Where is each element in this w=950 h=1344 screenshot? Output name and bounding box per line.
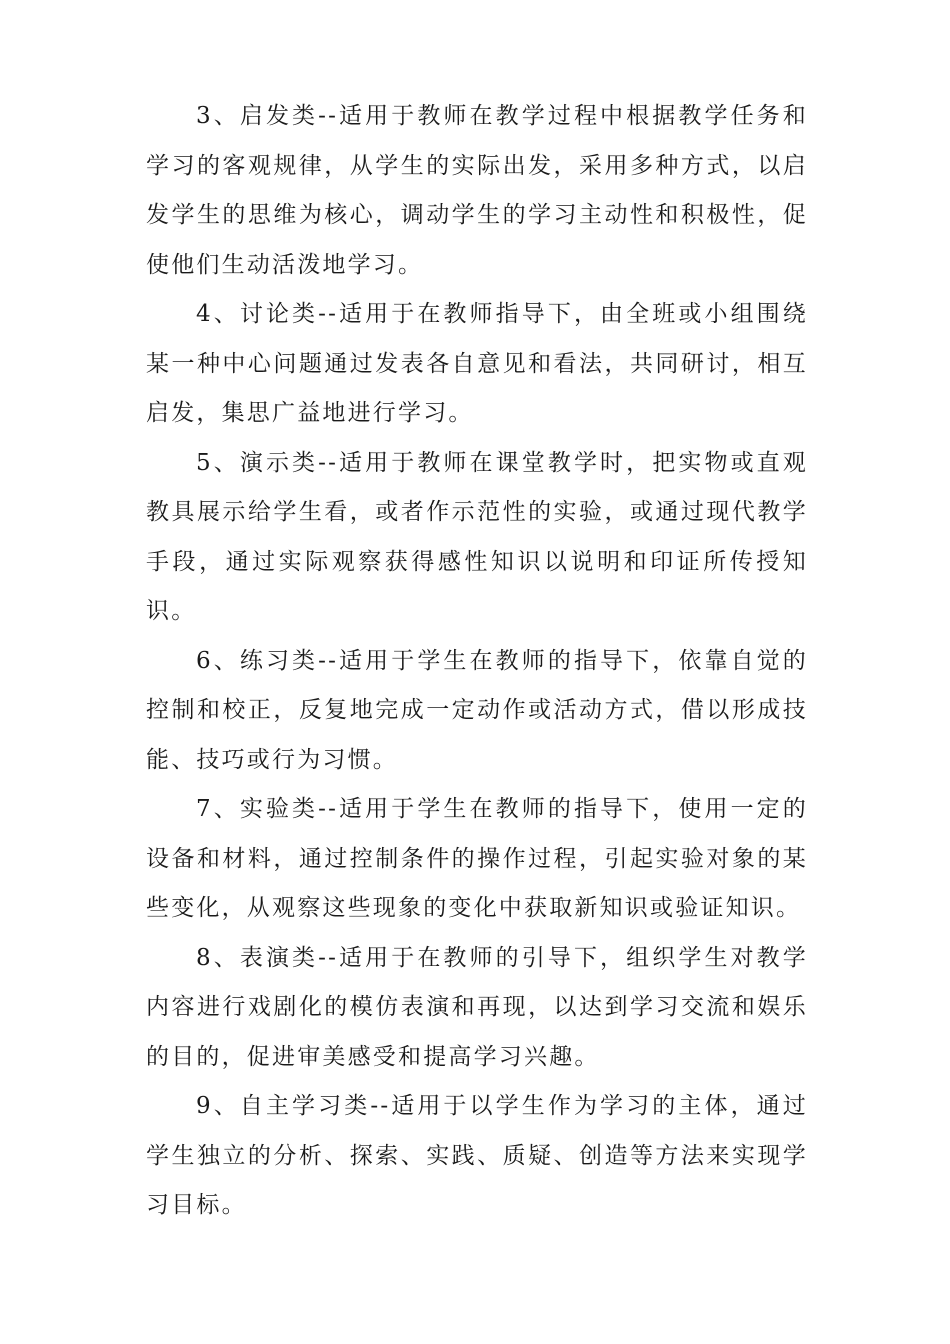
paragraph-7-experiment: 7、实验类--适用于学生在教师的指导下，使用一定的设备和材料，通过控制条件的操作过程，引起实验对象的某些变化，从观察这些现象的变化中获取新知识或验证知识。 — [146, 796, 808, 921]
paragraph-6-practice: 6、练习类--适用于学生在教师的指导下，依靠自觉的控制和校正，反复地完成一定动作或活动方式，借以形成技能、技巧或行为习惯。 — [146, 647, 808, 773]
document-body — [146, 92, 808, 1231]
paragraph-8-performance: 8、表演类--适用于在教师的引导下，组织学生对教学内容进行戏剧化的模仿表演和再现，以达到学习交流和娱乐的目的，促进审美感受和提高学习兴趣。 — [146, 944, 808, 1070]
paragraph-5-demonstration: 5、演示类--适用于教师在课堂教学时，把实物或直观教具展示给学生看，或者作示范性的实验，或通过现代教学手段，通过实际观察获得感性知识以说明和印证所传授知识。 — [146, 449, 808, 624]
paragraph-9-self-study: 9、自主学习类--适用于以学生作为学习的主体，通过学生独立的分析、探索、实践、质疑、创造等方法来实现学习目标。 — [146, 1093, 808, 1218]
paragraph-4-discussion: 4、讨论类--适用于在教师指导下，由全班或小组围绕某一种中心问题通过发表各自意见和看法，共同研讨，相互启发，集思广益地进行学习。 — [146, 301, 808, 426]
paragraph-3-heuristic: 3、启发类--适用于教师在教学过程中根据教学任务和学习的客观规律，从学生的实际出发，采用多种方式，以启发学生的思维为核心，调动学生的学习主动性和积极性，促使他们生动活泼地学习。 — [146, 103, 808, 278]
